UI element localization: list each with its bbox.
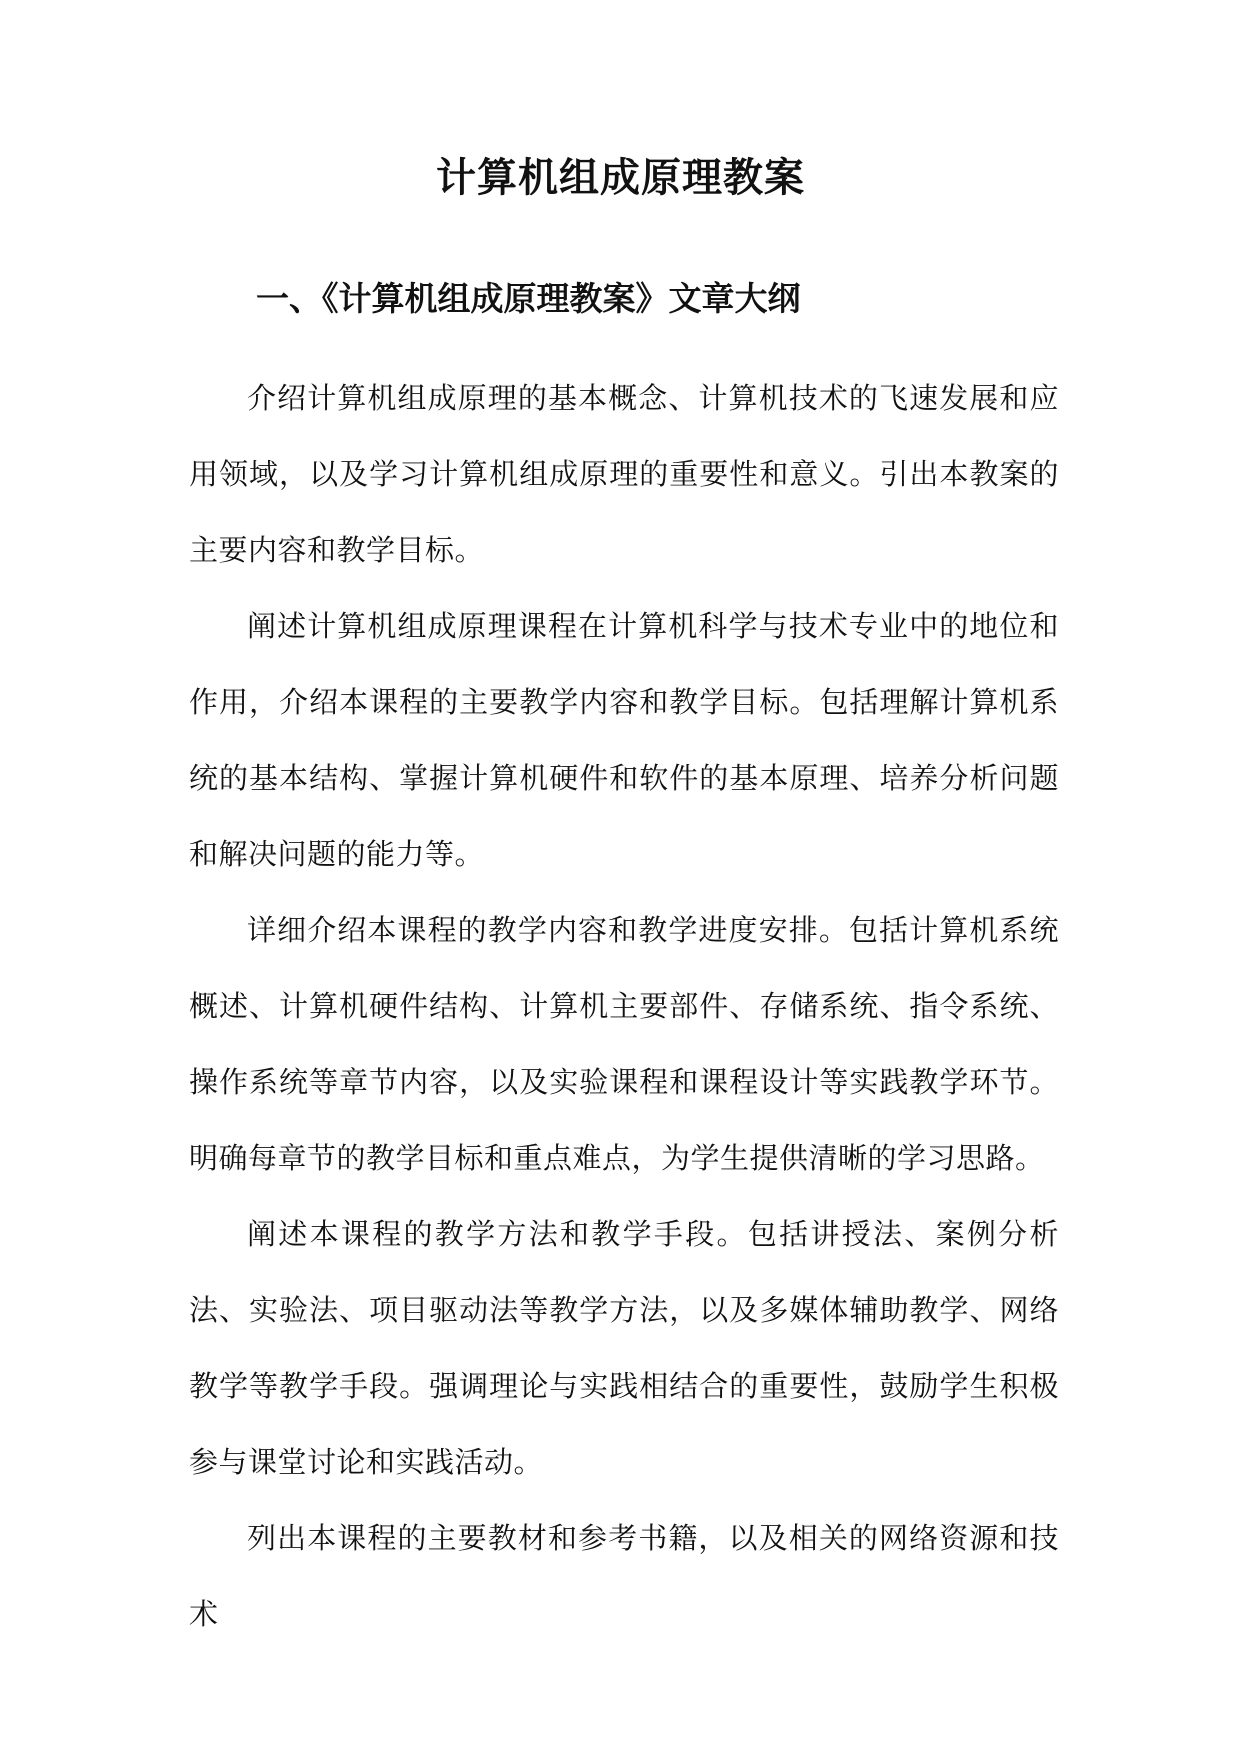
paragraph-4: 阐述本课程的教学方法和教学手段。包括讲授法、案例分析法、实验法、项目驱动法等教学方法，以及多媒体辅助教学、网络教学等教学手段。强调理论与实践相结合的重要性，鼓励学生积极参与课堂讨论和实践活动。 [189,1217,1059,1479]
paragraph-5: 列出本课程的主要教材和参考书籍，以及相关的网络资源和技术 [189,1521,1059,1631]
paragraph-1: 介绍计算机组成原理的基本概念、计算机技术的飞速发展和应用领域，以及学习计算机组成原理的重要性和意义。引出本教案的主要内容和教学目标。 [189,381,1059,567]
document-title: 计算机组成原理教案 [436,154,805,201]
section-heading: 一、《计算机组成原理教案》文章大纲 [256,279,801,318]
paragraph-2: 阐述计算机组成原理课程在计算机科学与技术专业中的地位和作用，介绍本课程的主要教学内容和教学目标。包括理解计算机系统的基本结构、掌握计算机硬件和软件的基本原理、培养分析问题和解决问题的能力等。 [189,609,1059,871]
document-body [189,360,1059,1652]
paragraph-3: 详细介绍本课程的教学内容和教学进度安排。包括计算机系统概述、计算机硬件结构、计算机主要部件、存储系统、指令系统、操作系统等章节内容，以及实验课程和课程设计等实践教学环节。明确每章节的教学目标和重点难点，为学生提供清晰的学习思路。 [189,913,1059,1175]
